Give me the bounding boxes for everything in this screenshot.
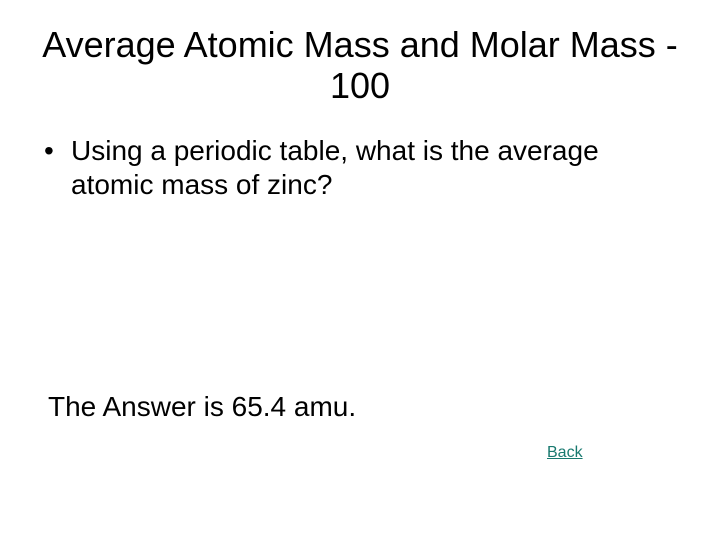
bullet-list <box>44 134 684 202</box>
back-link[interactable]: Back <box>547 444 583 461</box>
answer-text: The Answer is 65.4 amu. <box>48 391 357 422</box>
bullet-marker: • <box>44 135 54 166</box>
bullet-item <box>44 134 684 202</box>
question-text: Using a periodic table, what is the average atomic mass of zinc? <box>71 135 599 200</box>
slide-title: Average Atomic Mass and Molar Mass - 100 <box>42 24 678 106</box>
